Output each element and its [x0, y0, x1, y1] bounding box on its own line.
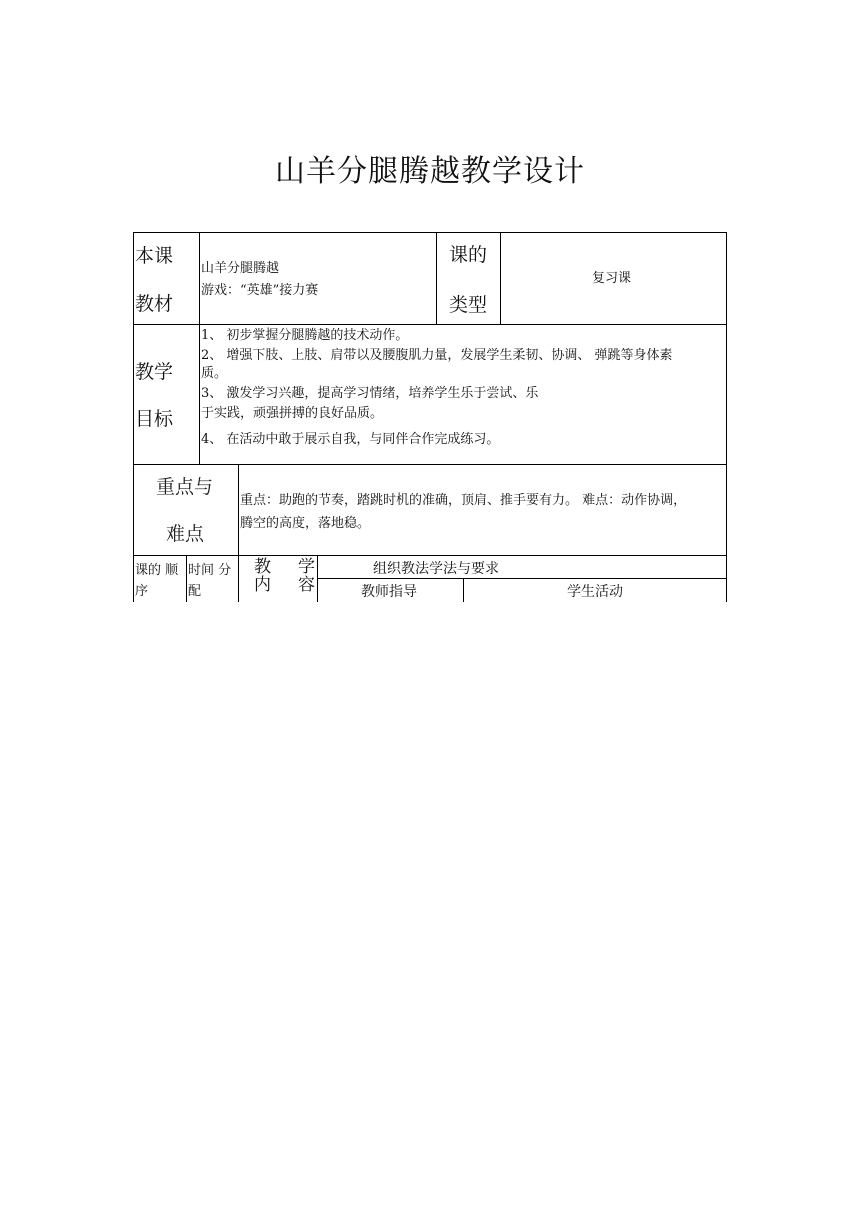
key-points-line1: 重点：助跑的节奏，踏跳时机的准确，顶肩、推手要有力。 难点：动作协调，: [240, 493, 687, 508]
material-line1: 山羊分腿腾越: [201, 261, 280, 276]
content-header-char: 内: [254, 575, 271, 595]
key-points-label-line1: 重点与: [156, 476, 214, 498]
key-points-label-line2: 难点: [166, 523, 205, 545]
order-header-line2: 序: [135, 584, 149, 599]
material-line2: 游戏：“英雄”接力赛: [201, 283, 319, 298]
type-label-line2: 类型: [449, 294, 488, 316]
page-title: 山羊分腿腾越教学设计: [275, 154, 585, 189]
type-label-line1: 课的: [449, 244, 488, 266]
type-value: 复习课: [592, 271, 632, 286]
time-header-line1: 时间 分: [188, 563, 232, 578]
content-header-char: 学: [298, 557, 315, 577]
goals-label-line1: 教学: [135, 361, 174, 383]
goals-label-line2: 目标: [135, 408, 174, 430]
order-header-line1: 课的 顺: [135, 563, 179, 578]
goal-item: 2、 增强下肢、上肢、肩带以及腰腹肌力量，发展学生柔韧、协调、 弹跳等身体素: [201, 348, 673, 363]
goal-item: 4、 在活动中敢于展示自我，与同伴合作完成练习。: [201, 432, 500, 447]
content-header-char: 教: [254, 557, 271, 577]
student-header: 学生活动: [567, 584, 623, 600]
time-header-line2: 配: [188, 584, 202, 599]
material-label-line1: 本课: [135, 245, 174, 267]
content-header-char: 容: [298, 575, 315, 595]
goal-item: 1、 初步掌握分腿腾越的技术动作。: [201, 328, 409, 343]
goal-item: 于实践，顽强拼搏的良好品质。: [201, 406, 384, 421]
key-points-line2: 腾空的高度，落地稳。: [240, 516, 371, 531]
goal-item: 3、 激发学习兴趣，提高学习情绪，培养学生乐于尝试、乐: [201, 386, 539, 401]
methods-header: 组织教法学法与要求: [373, 561, 499, 577]
material-label-line2: 教材: [135, 293, 174, 315]
goal-item: 质。: [201, 366, 228, 381]
teacher-header: 教师指导: [361, 584, 417, 600]
